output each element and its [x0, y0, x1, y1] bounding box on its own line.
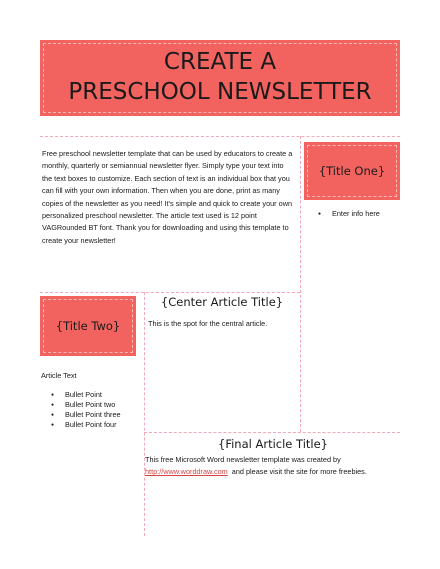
title-one-label: {Title One}	[318, 164, 386, 178]
list-item: ● Enter info here	[318, 208, 398, 220]
right-column-divider	[300, 136, 301, 432]
title-two-badge	[40, 296, 136, 356]
final-article-text-end: and please visit the site for more freebies.	[231, 467, 367, 477]
header-title-line2: PRESCHOOL NEWSLETTER	[68, 79, 372, 105]
intro-paragraph: Free preschool newsletter template that can be used by educators to create a monthly, quarterly or semiannual newsletter flyer. Simply type your text into the text boxes to customize. Each section of text is an individual box that you can fill with your own information. Then when you are done, print as many copies of the newsletter as you need! It's simple and quick to create your own personalized preschool newsletter. The article text used is 12 point VAGRounded BT font. Thank you for downloading and using this template to create your newsletter!	[42, 149, 293, 245]
top-divider	[40, 136, 400, 137]
list-item: ● Bullet Point four	[51, 420, 141, 430]
title-one-badge	[304, 142, 400, 200]
worddraw-link[interactable]: http://www.worddraw.com	[145, 467, 228, 477]
title-one-list	[318, 208, 398, 220]
bullet-list	[51, 390, 141, 430]
title-two-label: {Title Two}	[55, 319, 121, 333]
header-title-line1: CREATE A	[163, 49, 277, 75]
final-article-text: This free Microsoft Word newsletter template was created by	[145, 455, 341, 464]
final-article-body	[145, 454, 397, 479]
list-item: ● Bullet Point three	[51, 410, 141, 420]
center-article-body: This is the spot for the central article.	[148, 319, 268, 328]
left-column-divider	[144, 292, 145, 536]
lower-divider	[144, 432, 400, 433]
final-article-title: {Final Article Title}	[218, 437, 328, 451]
header-banner	[40, 40, 400, 116]
list-item: ● Bullet Point	[51, 390, 141, 400]
middle-divider	[40, 292, 300, 293]
center-article-title: {Center Article Title}	[160, 295, 284, 309]
list-item: ● Bullet Point two	[51, 400, 141, 410]
article-text-label: Article Text	[41, 371, 77, 380]
